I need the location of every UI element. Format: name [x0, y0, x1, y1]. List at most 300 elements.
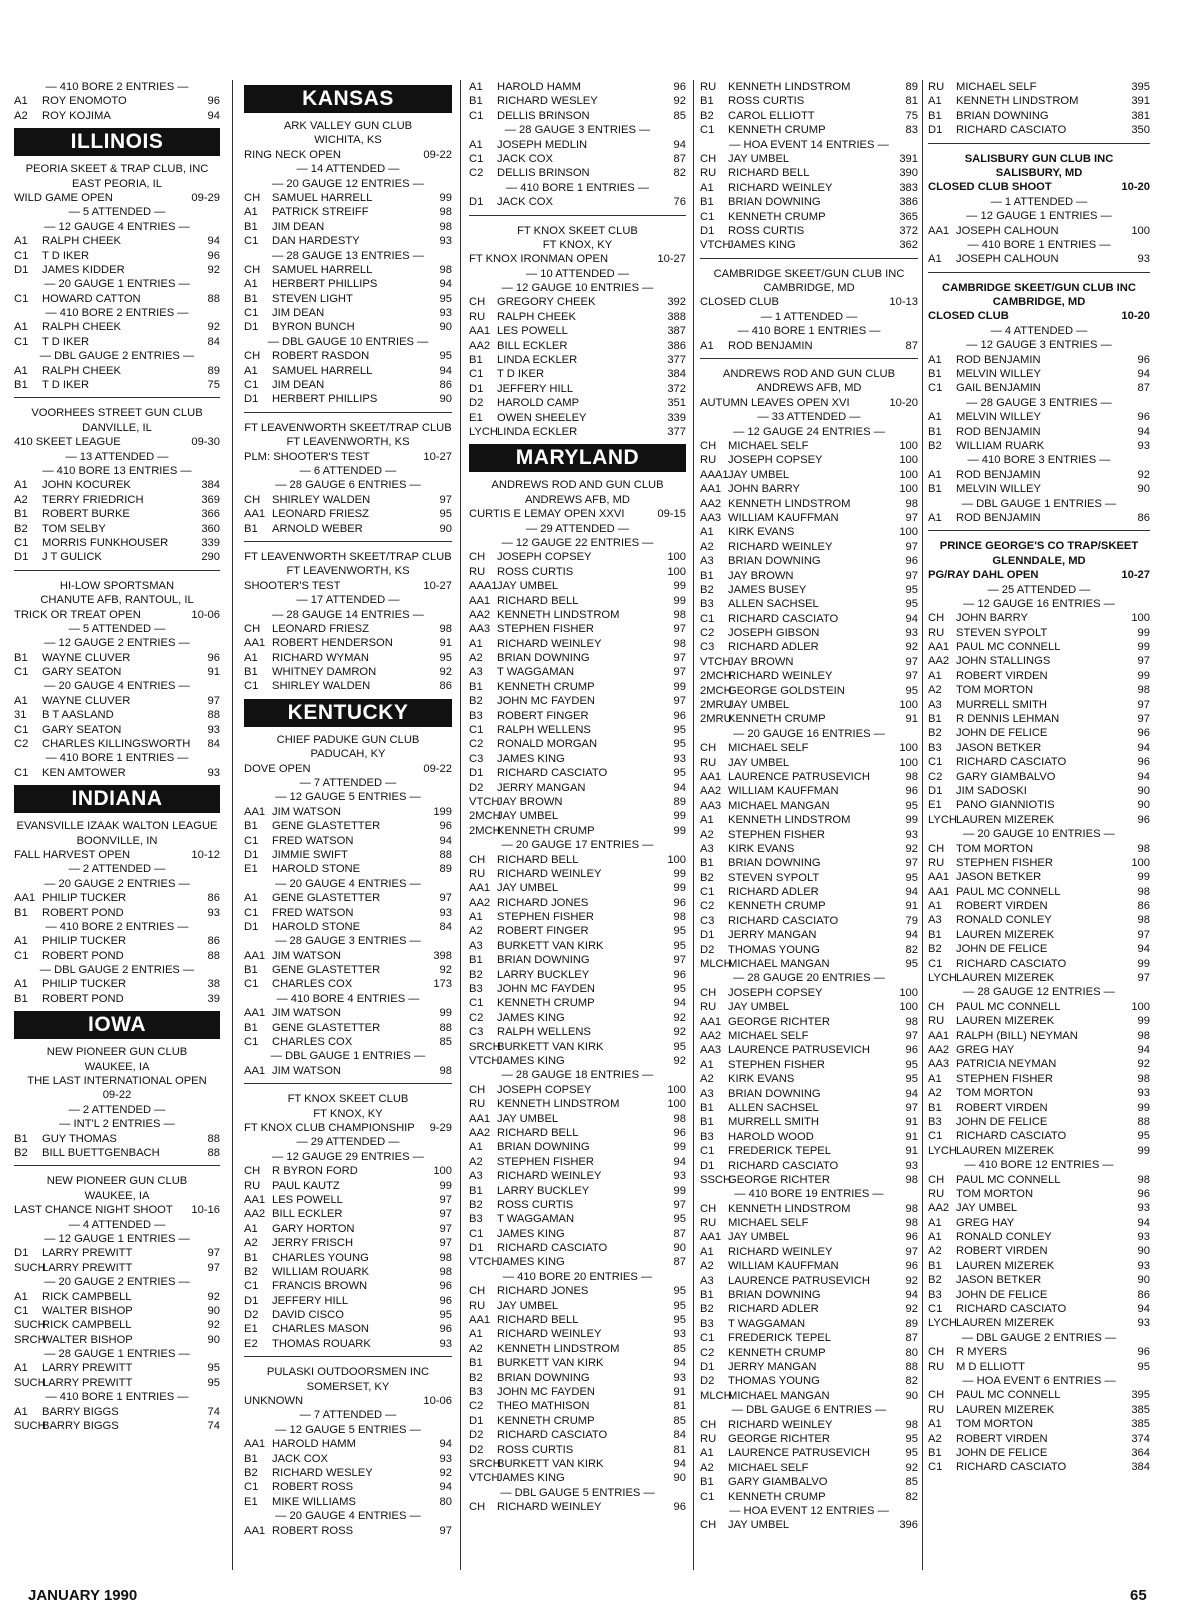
score: 94	[1137, 425, 1150, 438]
score: 98	[1137, 914, 1150, 927]
result-row	[469, 1443, 686, 1457]
result-class: D1	[469, 1414, 484, 1427]
division-line: — DBL GAUGE 1 ENTRIES —	[961, 497, 1117, 510]
score: 85	[673, 1342, 686, 1355]
result-class: A1	[244, 651, 258, 664]
result-row	[700, 1087, 918, 1101]
shooter-name: R BYRON FORD	[272, 1165, 358, 1178]
shooter-name: ROSS CURTIS	[728, 95, 805, 108]
event-line	[244, 1394, 452, 1408]
result-row	[700, 1101, 918, 1115]
result-class: A2	[928, 1432, 942, 1445]
shooter-name: ROD BENJAMIN	[956, 468, 1041, 481]
result-row	[700, 1461, 918, 1475]
shooter-name: JOHN MC FAYDEN	[497, 695, 595, 708]
event-date: 10-20	[889, 396, 918, 409]
result-class: B1	[700, 95, 714, 108]
score: 84	[207, 738, 220, 751]
score: 98	[439, 263, 452, 276]
result-class: D1	[14, 1247, 29, 1260]
score: 95	[673, 1314, 686, 1327]
score: 377	[667, 354, 686, 367]
shooter-name: JOHN BARRY	[728, 483, 800, 496]
score: 360	[201, 522, 220, 535]
score: 383	[899, 181, 918, 194]
score: 95	[673, 767, 686, 780]
result-row	[469, 651, 686, 665]
result-class: C2	[469, 738, 484, 751]
result-class: AA1	[928, 224, 950, 237]
score: 98	[439, 1265, 452, 1278]
shooter-name: WILLIAM KAUFFMAN	[728, 511, 839, 524]
result-class: RU	[469, 1098, 486, 1111]
division-line: — 12 GAUGE 4 ENTRIES —	[44, 220, 190, 233]
shooter-name: JERRY MANGAN	[497, 781, 586, 794]
result-row	[469, 781, 686, 795]
division-line: — 410 BORE 2 ENTRIES —	[45, 307, 189, 320]
result-class: AA1	[244, 805, 266, 818]
result-class: B1	[928, 928, 942, 941]
result-row	[700, 899, 918, 913]
division-line: — 410 BORE 1 ENTRIES —	[45, 1391, 189, 1404]
event-line	[700, 396, 918, 410]
shooter-name: KENNETH CRUMP	[497, 1414, 595, 1427]
result-class: AA1	[700, 1231, 722, 1244]
event-name: RING NECK OPEN	[244, 148, 341, 161]
score: 93	[905, 627, 918, 640]
result-class: A1	[244, 278, 258, 291]
result-class: B1	[928, 1446, 942, 1459]
result-class: CH	[469, 853, 486, 866]
club-info-line: DANVILLE, IL	[82, 421, 152, 434]
score: 95	[439, 292, 452, 305]
result-class: CH	[244, 1165, 261, 1178]
shooter-name: JAY UMBEL	[728, 152, 790, 165]
score: 90	[207, 1304, 220, 1317]
result-row	[700, 1202, 918, 1216]
result-class: RU	[700, 1001, 717, 1014]
result-row	[14, 1376, 220, 1390]
shooter-name: JAMES KIDDER	[42, 263, 125, 276]
score: 98	[905, 1015, 918, 1028]
shooter-name: RICHARD WEINLEY	[497, 867, 602, 880]
result-class: D1	[700, 1159, 715, 1172]
result-class: VTCH	[700, 239, 731, 252]
section-divider	[928, 272, 1150, 273]
division-line: — 13 ATTENDED —	[65, 450, 169, 463]
shooter-name: RICHARD CASCIATO	[728, 612, 839, 625]
result-class: B1	[928, 109, 942, 122]
result-row	[469, 1356, 686, 1370]
result-class: B2	[469, 1371, 483, 1384]
event-line	[14, 435, 220, 449]
result-class: RU	[469, 867, 486, 880]
result-row	[469, 1212, 686, 1226]
result-row	[14, 1333, 220, 1347]
result-class: A1	[928, 511, 942, 524]
result-row	[244, 1480, 452, 1494]
score: 90	[673, 1242, 686, 1255]
event-date: 10-27	[423, 450, 452, 463]
shooter-name: JIM WATSON	[272, 1064, 341, 1077]
result-row	[928, 1029, 1150, 1043]
result-row	[469, 1040, 686, 1054]
shooter-name: JIMMIE SWIFT	[272, 848, 348, 861]
shooter-name: STEVEN SYPOLT	[956, 626, 1048, 639]
division-line: — 12 GAUGE 29 ENTRIES —	[272, 1150, 424, 1163]
shooter-name: JIM DEAN	[272, 220, 325, 233]
club-info-line: ANDREWS ROD AND GUN CLUB	[491, 479, 664, 492]
score: 97	[1137, 655, 1150, 668]
division-line: — 28 GAUGE 3 ENTRIES —	[275, 935, 421, 948]
score: 85	[673, 109, 686, 122]
result-class: AA2	[469, 1126, 491, 1139]
score: 98	[439, 1251, 452, 1264]
result-row	[469, 1025, 686, 1039]
shooter-name: ROSS CURTIS	[497, 565, 574, 578]
club-info-line: CAMBRIDGE, MD	[992, 296, 1086, 309]
division-line: — 20 GAUGE 2 ENTRIES —	[44, 877, 190, 890]
result-class: B2	[928, 727, 942, 740]
result-class: D2	[700, 1375, 715, 1388]
score: 74	[207, 1420, 220, 1433]
shooter-name: MICHAEL SELF	[728, 1217, 809, 1230]
result-row	[244, 220, 452, 234]
shooter-name: ARNOLD WEBER	[272, 522, 363, 535]
result-row	[928, 94, 1150, 108]
shooter-name: HAROLD HAMM	[272, 1438, 356, 1451]
result-row	[700, 1259, 918, 1273]
result-class: D1	[14, 551, 29, 564]
score: 99	[439, 191, 452, 204]
score: 94	[439, 364, 452, 377]
result-class: RU	[469, 1299, 486, 1312]
result-row	[469, 665, 686, 679]
shooter-name: LAUREN MIZEREK	[956, 1317, 1055, 1330]
division-line: — 20 GAUGE 12 ENTRIES —	[272, 177, 424, 190]
shooter-name: WILLIAM RUARK	[956, 439, 1045, 452]
section-divider	[14, 397, 220, 398]
shooter-name: MICHAEL MANGAN	[728, 799, 830, 812]
result-row	[700, 1374, 918, 1388]
division-line: — 410 BORE 1 ENTRIES —	[737, 325, 881, 338]
result-class: AA2	[700, 497, 722, 510]
state-header: KENTUCKY	[244, 699, 452, 727]
result-class: AA1	[244, 1064, 266, 1077]
club-info-line: CAMBRIDGE SKEET/GUN CLUB INC	[942, 281, 1136, 294]
result-row	[469, 939, 686, 953]
score: 384	[667, 368, 686, 381]
result-row	[928, 1101, 1150, 1115]
score: 94	[905, 929, 918, 942]
result-class: C1	[469, 109, 484, 122]
section-divider	[14, 570, 220, 571]
score: 94	[673, 997, 686, 1010]
shooter-name: DELLIS BRINSON	[497, 109, 590, 122]
result-row	[244, 1265, 452, 1279]
shooter-name: JOHN MC FAYDEN	[497, 1385, 595, 1398]
result-class: A1	[928, 900, 942, 913]
result-row	[928, 1273, 1150, 1287]
score: 94	[1137, 1216, 1150, 1229]
score: 100	[1131, 856, 1150, 869]
event-date: 10-16	[191, 1204, 220, 1217]
score: 86	[439, 379, 452, 392]
shooter-name: HERBERT PHILLIPS	[272, 393, 378, 406]
shooter-name: ROBERT FINGER	[497, 925, 589, 938]
score: 95	[673, 1285, 686, 1298]
shooter-name: FREDERICK TEPEL	[728, 1145, 831, 1158]
shooter-name: ROBERT VIRDEN	[956, 669, 1048, 682]
shooter-name: ROBERT RASDON	[272, 350, 370, 363]
shooter-name: KENNETH LINDSTROM	[728, 814, 851, 827]
shooter-name: WILLIAM ROUARK	[272, 1265, 369, 1278]
club-info-line: ARK VALLEY GUN CLUB	[283, 120, 413, 132]
result-class: A2	[700, 828, 714, 841]
result-class: C3	[469, 752, 484, 765]
division-line: — 20 GAUGE 10 ENTRIES —	[963, 828, 1115, 841]
event-date: 10-20	[1121, 310, 1150, 323]
shooter-name: PAUL MC CONNELL	[956, 885, 1061, 898]
score: 98	[905, 770, 918, 783]
shooter-name: ROSS CURTIS	[497, 1443, 574, 1456]
club-info-line: PEORIA SKEET & TRAP CLUB, INC	[25, 163, 209, 176]
result-row	[14, 891, 220, 905]
result-class: C3	[700, 641, 715, 654]
shooter-name: LES POWELL	[497, 325, 568, 338]
score: 87	[673, 1227, 686, 1240]
result-class: B1	[244, 666, 258, 679]
result-row	[469, 953, 686, 967]
score: 86	[439, 680, 452, 693]
result-class: B1	[244, 522, 258, 535]
score: 95	[905, 958, 918, 971]
result-row	[244, 378, 452, 392]
score: 85	[439, 1036, 452, 1049]
club-info-line: VOORHEES STREET GUN CLUB	[31, 407, 203, 420]
result-row	[469, 594, 686, 608]
result-class: C1	[469, 368, 484, 381]
result-class: D1	[928, 124, 943, 137]
score: 99	[673, 1184, 686, 1197]
shooter-name: THOMAS YOUNG	[728, 943, 820, 956]
result-row	[700, 1331, 918, 1345]
score: 97	[1137, 713, 1150, 726]
shooter-name: JAMES KING	[497, 1055, 565, 1067]
result-row	[700, 1058, 918, 1072]
result-class: B1	[700, 857, 714, 870]
shooter-name: RONALD MORGAN	[497, 738, 598, 751]
result-row	[928, 784, 1150, 798]
result-class: B1	[14, 508, 28, 521]
shooter-name: OWEN SHEELEY	[497, 411, 587, 424]
score: 100	[1131, 224, 1150, 237]
shooter-name: THOMAS YOUNG	[728, 1375, 820, 1388]
result-row	[700, 1518, 918, 1532]
score: 94	[207, 235, 220, 248]
result-class: A1	[928, 353, 942, 366]
division-line: — 410 BORE 2 ENTRIES —	[45, 920, 189, 933]
event-line	[244, 1121, 452, 1135]
shooter-name: KENNETH LINDSTROM	[956, 95, 1079, 108]
shooter-name: BRIAN DOWNING	[497, 1141, 590, 1154]
result-row	[700, 195, 918, 209]
result-class: AAA1	[700, 468, 729, 481]
result-class: SUCH	[14, 1420, 46, 1433]
score: 98	[673, 608, 686, 621]
result-class: D2	[700, 943, 715, 956]
score: 75	[905, 109, 918, 122]
shooter-name: RICHARD BELL	[497, 594, 579, 607]
result-class: D1	[700, 1360, 715, 1373]
score: 96	[905, 555, 918, 568]
score: 96	[673, 1501, 686, 1514]
result-class: D1	[700, 929, 715, 942]
result-row	[469, 1284, 686, 1298]
club-info-line: FT LEAVENWORTH, KS	[286, 565, 410, 578]
score: 97	[905, 540, 918, 553]
division-line: — 4 ATTENDED —	[68, 1218, 166, 1231]
event-name: PLM: SHOOTER'S TEST	[244, 450, 370, 463]
result-class: AA1	[928, 885, 950, 898]
shooter-name: RICHARD BELL	[728, 167, 810, 180]
score: 98	[905, 1217, 918, 1230]
division-line: — HOA EVENT 14 ENTRIES —	[729, 138, 889, 151]
result-class: AA3	[700, 1044, 722, 1057]
result-row	[469, 1140, 686, 1154]
score: 96	[439, 1323, 452, 1336]
result-class: SRCH	[14, 1333, 46, 1346]
result-class: B3	[928, 1288, 942, 1301]
score: 99	[673, 594, 686, 607]
shooter-name: RICHARD CASCIATO	[956, 1461, 1067, 1474]
result-row	[928, 425, 1150, 439]
result-class: A1	[928, 1418, 942, 1431]
result-row	[700, 885, 918, 899]
score: 96	[1137, 727, 1150, 740]
score: 97	[439, 1237, 452, 1250]
result-row	[244, 507, 452, 521]
shooter-name: RALPH WELLENS	[497, 724, 591, 737]
score: 95	[905, 799, 918, 812]
score: 94	[439, 278, 452, 291]
event-date: 09-15	[657, 508, 686, 521]
result-row	[928, 1244, 1150, 1258]
result-row	[700, 828, 918, 842]
shooter-name: JOSEPH COPSEY	[497, 551, 592, 564]
shooter-name: ROSS CURTIS	[497, 1198, 574, 1211]
shooter-name: STEPHEN FISHER	[956, 1072, 1053, 1085]
club-info-line: SOMERSET, KY	[306, 1380, 390, 1393]
result-class: A2	[14, 109, 28, 122]
division-line: — 12 GAUGE 5 ENTRIES —	[275, 1423, 421, 1436]
division-line: — 410 BORE 1 ENTRIES —	[967, 238, 1111, 251]
result-row	[700, 856, 918, 870]
result-class: E1	[928, 799, 942, 812]
event-name: DOVE OPEN	[244, 762, 311, 775]
score: 88	[207, 1147, 220, 1159]
result-row	[928, 1086, 1150, 1100]
result-row	[469, 867, 686, 881]
result-row	[244, 191, 452, 205]
result-row	[244, 679, 452, 693]
result-row	[700, 525, 918, 539]
shooter-name: RICHARD CASCIATO	[956, 124, 1067, 137]
shooter-name: RICHARD WEINLEY	[497, 1328, 602, 1341]
result-row	[244, 493, 452, 507]
shooter-name: KENNETH CRUMP	[497, 680, 595, 693]
score: 97	[673, 623, 686, 636]
state-header: ILLINOIS	[14, 128, 220, 156]
result-row	[700, 957, 918, 971]
score: 365	[899, 210, 918, 223]
shooter-name: GREG HAY	[956, 1044, 1015, 1056]
result-class: A2	[244, 1237, 258, 1250]
score: 76	[673, 196, 686, 209]
shooter-name: MELVIN WILLEY	[956, 483, 1041, 496]
shooter-name: ROD BENJAMIN	[728, 339, 813, 352]
score: 385	[1131, 1418, 1150, 1431]
shooter-name: RICHARD WEINLEY	[497, 1501, 602, 1514]
score: 94	[1137, 770, 1150, 783]
result-row	[928, 626, 1150, 640]
shooter-name: BYRON BUNCH	[272, 321, 355, 334]
shooter-name: TOM MORTON	[956, 1087, 1034, 1100]
result-row	[469, 1241, 686, 1255]
result-class: B1	[244, 820, 258, 833]
score: 92	[905, 641, 918, 654]
result-row	[700, 655, 918, 669]
score: 92	[439, 1466, 452, 1479]
result-class: AA3	[469, 623, 491, 636]
shooter-name: JAY BROWN	[497, 795, 563, 808]
club-info-line: FT KNOX SKEET CLUB	[517, 224, 638, 237]
result-row	[469, 1083, 686, 1097]
shooter-name: RICHARD BELL	[497, 1314, 579, 1327]
division-line: — 4 ATTENDED —	[990, 324, 1088, 337]
score: 93	[673, 1328, 686, 1341]
shooter-name: GENE GLASTETTER	[272, 892, 381, 905]
result-row	[469, 138, 686, 152]
score: 92	[207, 1290, 220, 1303]
score: 398	[433, 949, 452, 962]
shooter-name: ALLEN SACHSEL	[728, 598, 819, 611]
event-line	[14, 608, 220, 622]
score: 366	[201, 508, 220, 521]
shooter-name: KENNETH CRUMP	[728, 713, 826, 726]
score: 98	[905, 497, 918, 510]
result-class: C1	[469, 152, 484, 165]
result-row	[14, 536, 220, 550]
score: 95	[673, 925, 686, 938]
result-class: E2	[244, 1337, 258, 1350]
score: 98	[905, 1418, 918, 1431]
result-row	[14, 364, 220, 378]
score: 89	[905, 81, 918, 93]
score: 392	[667, 296, 686, 309]
result-row	[928, 1201, 1150, 1215]
result-class: B3	[700, 1130, 714, 1143]
result-row	[700, 1360, 918, 1374]
division-line: — 12 GAUGE 22 ENTRIES —	[501, 536, 654, 549]
result-row	[928, 1288, 1150, 1302]
result-row	[928, 683, 1150, 697]
result-class: C1	[700, 210, 715, 223]
result-row	[700, 123, 918, 137]
result-class: A3	[469, 939, 483, 952]
score: 91	[207, 666, 220, 679]
event-name: FT KNOX IRONMAN OPEN	[469, 253, 609, 266]
